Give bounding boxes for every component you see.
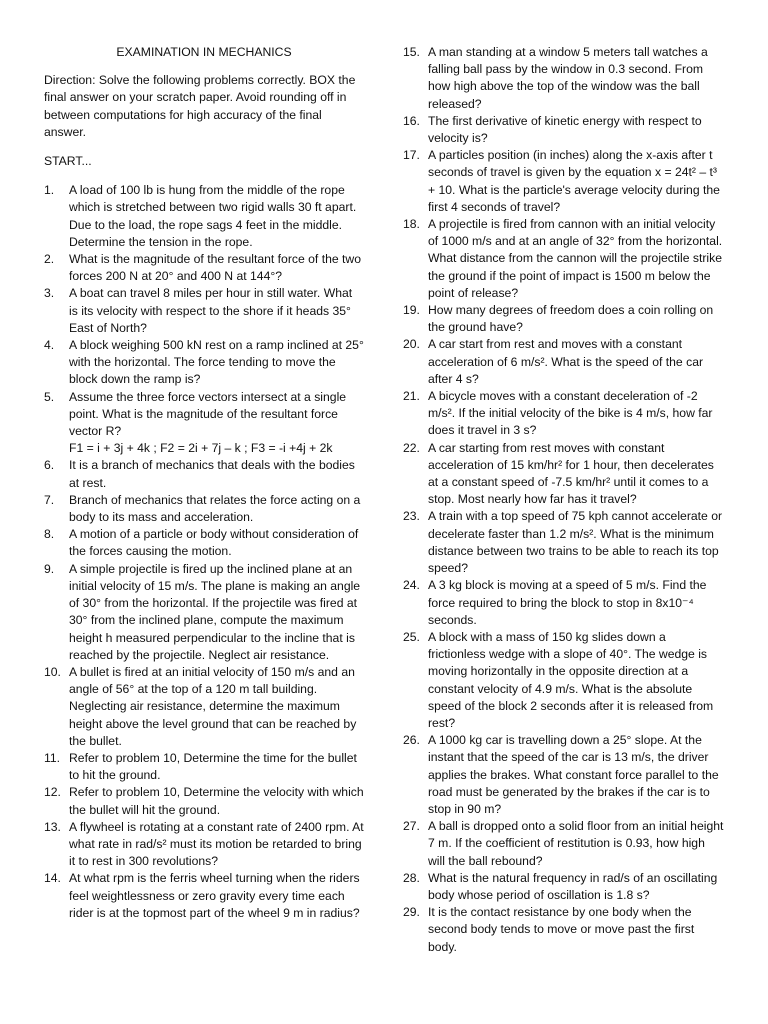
question-number: 1. [44,183,55,198]
question-number: 19. [403,303,420,318]
question-number: 22. [403,440,420,455]
question-text: A particles position (in inches) along the x-axis after t seconds of travel is given by the equation x = 24t² – t³ + 10. What is the particle's average velocity during the first 4 seconds of travel? [428,148,720,214]
question-number: 3. [44,286,55,301]
question-item [44,819,364,871]
question-number: 8. [44,527,55,542]
question-number: 7. [44,492,55,507]
question-number: 21. [403,389,420,404]
question-number: 11. [44,750,61,765]
question-item [44,870,364,922]
directions-text: Direction: Solve the following problems correctly. BOX the final answer on your scratch paper. Avoid rounding off in between computations for high accuracy of the final answer. [44,73,356,139]
question-number: 25. [403,629,420,644]
question-item [403,336,725,388]
question-item [44,526,364,560]
question-item [44,251,364,285]
question-text: A car start from rest and moves with a constant acceleration of 6 m/s². What is the speed of the car after 4 s? [428,337,704,386]
question-text: Refer to problem 10, Determine the time for the bullet to hit the ground. [69,750,357,783]
question-number: 9. [44,561,55,576]
question-text: At what rpm is the ferris wheel turning when the riders feel weightlessness or zero gravity every time each rider is at the topmost part of the wheel 9 m in radius? [69,871,360,920]
question-item [403,904,725,956]
question-item [44,457,364,491]
question-item [403,508,725,577]
question-number: 24. [403,578,420,593]
question-number: 2. [44,252,55,267]
question-list-left [44,182,364,922]
question-item [403,870,725,904]
question-text: A simple projectile is fired up the inclined plane at an initial velocity of 15 m/s. The plane is making an angle of 30° from the horizontal. If the projectile was fired at 30° from the inclined plane, compute the maximum height h measured perpendicular to the incline that is reached by the projectile. Neglect air resistance. [69,561,361,662]
question-number: 4. [44,338,55,353]
question-item [44,492,364,526]
question-text: A 1000 kg car is travelling down a 25° slope. At the instant that the speed of the car is 13 m/s, the driver applies the brakes. What constant force parallel to the road must be generated by the brakes if the car is to stop in 90 m? [428,733,719,816]
question-text: The first derivative of kinetic energy with respect to velocity is? [428,113,702,146]
question-formula: F1 = i + 3j + 4k ; F2 = 2i + 7j – k ; F3 = -i +4j + 2k [69,441,333,456]
question-item [44,285,364,337]
question-text: A motion of a particle or body without consideration of the forces causing the motion. [69,527,359,559]
question-number: 20. [403,337,420,352]
question-text: How many degrees of freedom does a coin rolling on the ground have? [428,303,714,335]
question-item [403,818,725,870]
question-number: 28. [403,870,420,885]
question-item [44,750,364,784]
question-number: 10. [44,664,61,679]
question-text: A car starting from rest moves with constant acceleration of 15 km/hr² for 1 hour, then decelerates at a constant speed of -7.5 km/hr² until it comes to a stop. Most nearly how far has it travel? [428,440,714,507]
question-text: A block weighing 500 kN rest on a ramp inclined at 25° with the horizontal. The force tending to move the block down the ramp is? [69,338,364,387]
question-item [403,629,725,732]
question-number: 16. [403,113,420,128]
question-text: Refer to problem 10, Determine the velocity with which the bullet will hit the ground. [69,785,364,817]
question-list-right [403,44,725,956]
question-item [403,388,725,440]
question-number: 29. [403,905,420,920]
question-text: A block with a mass of 150 kg slides down a frictionless wedge with a slope of 40°. The wedge is moving horizontally in the opposite direction at a constant velocity of 4.9 m/s. What is the absolute speed of the block 2 seconds after it is released from rest? [428,629,714,730]
question-item [403,577,725,629]
question-number: 15. [403,45,420,59]
question-item [44,389,364,458]
question-number: 14. [44,871,61,886]
question-item [403,216,725,302]
left-column [44,44,364,922]
question-text: A train with a top speed of 75 kph cannot accelerate or decelerate faster than 1.2 m/s². What is the minimum distance between two trains to be able to reach its top speed? [428,509,723,576]
question-item [44,337,364,389]
question-text: A boat can travel 8 miles per hour in still water. What is its velocity with respect to the shore if it heads 35° East of North? [69,286,353,335]
question-text: What is the magnitude of the resultant force of the two forces 200 N at 20° and 400 N at 144°? [69,252,361,284]
question-number: 17. [403,148,420,163]
question-number: 18. [403,217,420,232]
question-item [403,113,725,147]
question-number: 23. [403,509,420,524]
question-text: Assume the three force vectors intersect at a single point. What is the magnitude of the resultant force vector R? [69,389,347,439]
question-item [44,561,364,664]
question-number: 5. [44,389,55,404]
question-text: A bicycle moves with a constant deceleration of -2 m/s². If the initial velocity of the bike is 4 m/s, how far does it travel in 3 s? [428,389,713,438]
question-text: What is the natural frequency in rad/s of an oscillating body whose period of oscillation is 1.8 s? [428,870,718,902]
question-text: A projectile is fired from cannon with an initial velocity of 1000 m/s and at an angle of 32° from the horizontal. What distance from the cannon will the projectile strike the ground if the point of impact is 1500 m below the point of release? [428,217,723,300]
right-column [403,44,725,956]
question-item [44,664,364,750]
question-text: A load of 100 lb is hung from the middle of the rope which is stretched between two rigid walls 30 ft apart. Due to the load, the rope sags 4 feet in the middle. Determine the tension in the rope. [69,183,357,249]
question-item [403,147,725,216]
question-number: 26. [403,733,420,748]
question-number: 13. [44,819,61,834]
question-text: It is the contact resistance by one body when the second body tends to move or move past the first body. [428,905,695,954]
question-text: A flywheel is rotating at a constant rate of 2400 rpm. At what rate in rad/s² must its motion be retarded to bring it to rest in 300 revolutions? [69,819,364,869]
question-item [403,44,725,113]
question-text: Branch of mechanics that relates the force acting on a body to its mass and acceleration. [69,492,361,525]
question-number: 27. [403,819,420,834]
question-item [44,182,364,251]
question-text: A man standing at a window 5 meters tall watches a falling ball pass by the window in 0.3 second. From how high above the top of the window was the ball released? [428,45,708,111]
start-label: START... [44,154,92,169]
question-text: A bullet is fired at an initial velocity of 150 m/s and an angle of 56° at the top of a 120 m tall building. Neglecting air resistance, determine the maximum height above the level ground that can be reached by the bullet. [69,664,357,748]
question-item [403,732,725,818]
question-text: A 3 kg block is moving at a speed of 5 m/s. Find the force required to bring the block to stop in 8x10⁻⁴ seconds. [428,578,707,627]
question-text: It is a branch of mechanics that deals with the bodies at rest. [69,458,355,490]
question-item [403,440,725,509]
question-item [403,302,725,336]
question-text: A ball is dropped onto a solid floor from an initial height 7 m. If the coefficient of restitution is 0.93, how high will the ball rebound? [428,819,724,868]
question-number: 12. [44,785,61,800]
question-item [44,784,364,818]
question-number: 6. [44,458,55,473]
exam-title: EXAMINATION IN MECHANICS [116,45,292,59]
